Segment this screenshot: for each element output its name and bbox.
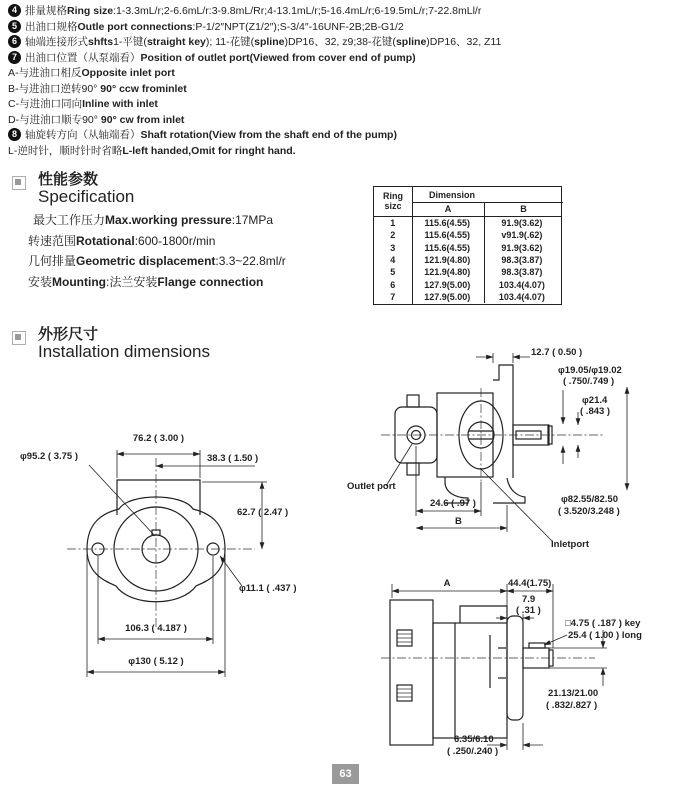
numbered-bullet-icon: 6 — [8, 35, 21, 48]
note-text — [8, 97, 158, 111]
table-body — [374, 217, 561, 303]
text-segment: A-与进油口相反 — [8, 67, 82, 79]
text-segment: 出油口规格 — [25, 20, 78, 33]
table-row — [374, 229, 561, 241]
side-view-diagram — [347, 340, 695, 568]
dim-label-a: A — [443, 578, 451, 589]
installation-title-zh: 外形尺寸 — [38, 326, 99, 343]
front-view-diagram — [15, 420, 345, 685]
performance-title-zh: 性能参数 — [38, 171, 99, 188]
text-segment: Rotational — [76, 233, 135, 248]
table-row — [374, 217, 561, 229]
dim-label-635b: ( .250/.240 ) — [447, 746, 499, 757]
note-text — [25, 35, 501, 49]
table-cell: 98.3(3.87) — [501, 267, 543, 278]
dim-label-106: 106.3 ( 4.187 ) — [125, 623, 187, 634]
dim-label-38: 38.3 ( 1.50 ) — [207, 453, 259, 464]
text-segment: D-与进油口顺专90° — [8, 113, 101, 126]
text-segment: 90° ccw frominlet — [100, 82, 187, 95]
table-cell: 115.6(4.55) — [424, 218, 470, 229]
text-segment: Inline with inlet — [82, 98, 158, 110]
table-cell: 103.4(4.07) — [498, 279, 545, 290]
text-segment: Opposite inlet port — [81, 67, 175, 79]
table-cell: 2 — [390, 230, 396, 241]
notes-block — [8, 4, 692, 159]
table-row — [374, 266, 561, 278]
table-header-ring — [374, 187, 412, 216]
inlet-port-label: Inletport — [551, 539, 589, 550]
dim-label-62: 62.7 ( 2.47 ) — [237, 507, 289, 518]
text-segment: 最大工作压力 — [33, 213, 106, 227]
dim-label-dia21b: ( .843 ) — [580, 406, 611, 417]
note-text — [25, 4, 481, 18]
note-text — [8, 144, 296, 158]
text-segment: :600-1800r/min — [134, 233, 216, 248]
side-view-drawing — [355, 340, 695, 568]
text-segment: )DP16、32, Z11 — [426, 36, 502, 48]
table-header-dimension: Dimension — [429, 190, 476, 200]
text-segment: Geometric displacement — [76, 254, 216, 268]
spec-line — [28, 232, 286, 253]
table-cell: 127.9(5.00) — [424, 279, 471, 290]
dim-label-dia19b: ( .750/.749 ) — [563, 376, 615, 387]
dim-label-dia11: φ11.1 ( .437 ) — [239, 583, 297, 594]
dim-label-444: 44.4(1.75) — [508, 578, 552, 589]
dim-label-dia21: φ21.4 — [582, 395, 608, 406]
note-text — [25, 20, 404, 34]
text-segment: Position of outlet port(Viewed from cover end of pump) — [140, 51, 416, 64]
note-text — [25, 128, 397, 142]
table-divider — [412, 202, 563, 203]
dim-label-2113: 21.13/21.00 — [548, 688, 599, 699]
dim-label-79b: ( .31 ) — [516, 605, 541, 616]
note-line — [8, 20, 692, 34]
dim-label-635: 6.35/6.10 — [454, 734, 494, 745]
table-cell: 7 — [390, 291, 396, 302]
section-bullet-inner — [15, 334, 21, 340]
section-bullet-icon — [12, 331, 26, 345]
dim-label-dia19: φ19.05/φ19.02 — [558, 365, 622, 376]
table-header-a: A — [444, 204, 452, 214]
note-line — [8, 144, 692, 158]
text-segment: ); 11-花键( — [205, 36, 255, 48]
text-segment: Flange connection — [157, 274, 264, 289]
table-cell: 121.9(4.80) — [424, 267, 471, 278]
table-cell: 6 — [390, 279, 396, 290]
text-segment: 转速范围 — [28, 233, 77, 248]
dim-label-79: 7.9 — [522, 594, 536, 605]
note-text — [8, 66, 175, 80]
dim-label-76: 76.2 ( 3.00 ) — [132, 433, 185, 444]
text-segment: shfts — [88, 36, 114, 48]
table-cell: 5 — [390, 267, 396, 278]
performance-title-en: Specification — [38, 187, 135, 206]
text-segment: :法兰安装 — [106, 274, 158, 289]
note-text — [8, 113, 184, 127]
section-bullet-inner — [15, 179, 21, 185]
table-cell: 121.9(4.80) — [424, 254, 471, 265]
table-cell: 127.9(5.00) — [424, 291, 471, 302]
table-cell: 91.9(3.62) — [501, 242, 543, 253]
key-note-line1: □4.75 ( .187 ) key — [565, 618, 641, 629]
table-cell: 4 — [390, 254, 396, 265]
table-cell: 91.9(3.62) — [501, 218, 543, 229]
text-segment: Mounting — [52, 274, 106, 289]
table-cell: 98.3(3.87) — [501, 254, 543, 265]
table-header-ring-line2: sizc — [384, 201, 402, 211]
text-segment: :3.3~22.8ml/r — [215, 254, 286, 268]
table-row — [374, 291, 561, 303]
table-cell: 115.6(4.55) — [424, 242, 470, 253]
spec-line — [28, 252, 286, 273]
text-segment: 几何排量 — [28, 254, 77, 268]
text-segment: :1-3.3mL/r;2-6.6mL/r:3-9.8mL/Rr;4-13.1mL/r;5-16.4mL/r;6-19.5mL/r;7-22.8mLl/r — [113, 5, 482, 17]
spec-line — [28, 273, 286, 294]
note-line — [8, 51, 692, 65]
section-bullet-icon — [12, 176, 26, 190]
text-segment: 排量规格 — [25, 5, 67, 17]
text-segment: 出油口位置（从泵端看） — [25, 51, 141, 64]
dim-label-127: 12.7 ( 0.50 ) — [531, 347, 583, 358]
numbered-bullet-icon: 7 — [8, 51, 21, 64]
spec-line — [28, 211, 286, 232]
table-row — [374, 254, 561, 266]
dim-label-dia130: φ130 ( 5.12 ) — [128, 656, 184, 667]
dim-label-dia82b: ( 3.520/3.248 ) — [558, 506, 620, 517]
text-segment: 轴旋转方向（从轴端看） — [25, 129, 141, 141]
note-line — [8, 128, 692, 142]
numbered-bullet-icon: 5 — [8, 20, 21, 33]
dim-label-dia95: φ95.2 ( 3.75 ) — [20, 451, 79, 462]
dim-label-2113b: ( .832/.827 ) — [546, 700, 598, 711]
text-segment: Max.working pressure — [105, 213, 232, 227]
text-segment: 90° cw from inlet — [100, 113, 185, 126]
text-segment: 轴端连接形式 — [25, 36, 88, 48]
text-segment: B-与进油口逆转90° — [8, 82, 101, 95]
shaft-view-diagram — [355, 578, 695, 778]
text-segment: straight key — [146, 36, 206, 48]
text-segment: 1-平键( — [113, 36, 147, 48]
text-segment: :P-1/2″NPT(Z1/2″);S-3/4″-16UNF-2B;2B-G1/2 — [192, 20, 404, 33]
table-cell: 1 — [390, 218, 396, 229]
spec-list — [28, 211, 286, 293]
text-segment: spline — [254, 36, 285, 48]
table-cell: 103.4(4.07) — [498, 291, 545, 302]
note-line — [8, 66, 692, 80]
text-segment: Shaft rotation(View from the shaft end of the pump) — [140, 129, 397, 141]
outlet-port-label: Outlet port — [347, 481, 396, 492]
note-line — [8, 35, 692, 49]
text-segment: )DP16、32, z9;38-花键( — [284, 36, 396, 48]
text-segment: C-与进油口同向 — [8, 98, 83, 110]
note-line — [8, 97, 692, 111]
installation-title-en: Installation dimensions — [38, 342, 210, 361]
text-segment: spline — [395, 36, 427, 48]
numbered-bullet-icon: 8 — [8, 128, 21, 141]
note-line — [8, 82, 692, 96]
note-line — [8, 4, 692, 18]
text-segment: Ring size — [67, 5, 114, 17]
note-text — [25, 51, 416, 65]
dim-label-dia82: φ82.55/82.50 — [561, 494, 618, 505]
table-row — [374, 278, 561, 290]
table-cell: 3 — [390, 242, 396, 253]
table-header-b: B — [520, 204, 527, 214]
text-segment: L-left handed,Omit for ringht hand. — [122, 144, 296, 157]
text-segment: L-逆时针，顺时针时省略 — [8, 144, 123, 157]
dim-label-246: 24.6 ( .97 ) — [430, 498, 476, 509]
text-segment: :17MPa — [231, 213, 274, 227]
table-header-ring-line1: Ring — [383, 191, 403, 201]
table-cell: v91.9(.62) — [501, 230, 543, 241]
note-text — [8, 82, 187, 96]
note-line — [8, 113, 692, 127]
text-segment: 安装 — [28, 274, 53, 289]
key-note-line2: 25.4 ( 1.00 ) long — [568, 630, 642, 641]
table-cell: 115.6(4.55) — [424, 230, 470, 241]
table-row — [374, 242, 561, 254]
numbered-bullet-icon: 4 — [8, 4, 21, 17]
page-number-badge: 63 — [332, 764, 359, 784]
text-segment: Outle port connections — [77, 20, 193, 33]
ring-dimension-table — [373, 186, 562, 305]
dim-label-b: B — [455, 516, 462, 527]
